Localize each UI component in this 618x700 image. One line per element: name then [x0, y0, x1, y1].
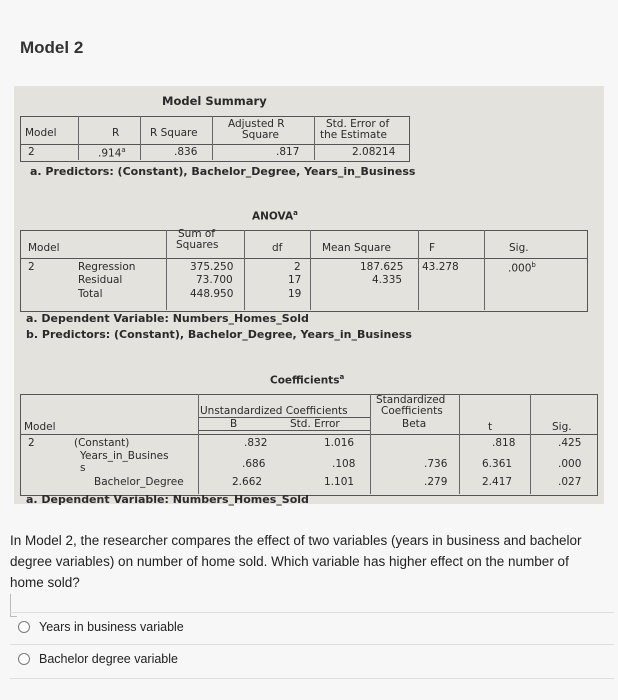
anova-header-squares: Squares: [176, 239, 219, 251]
ms-header-square: Square: [242, 129, 279, 141]
anova-f-value: 43.278: [422, 261, 459, 273]
ms-r-value: .914$^a$: [98, 146, 126, 160]
coefficients-title: Coefficients$^a$: [270, 373, 345, 387]
option-label: Bachelor degree variable: [39, 652, 178, 666]
anova-header-f: F: [429, 242, 436, 254]
coef-model-number: 2: [28, 437, 35, 449]
anova-model-number: 2: [28, 261, 35, 273]
ms-r-square-value: .836: [174, 146, 198, 158]
ms-header-r: R: [112, 127, 120, 139]
anova-ms-value: 187.625: [360, 261, 404, 273]
anova-note: a. Dependent Variable: Numbers_Homes_Sold: [26, 312, 309, 325]
coef-se-value: .108: [332, 458, 356, 470]
ms-header-r-square: R Square: [150, 127, 198, 139]
coef-sig-value: .425: [558, 437, 582, 449]
question-text: In Model 2, the researcher compares the effect of two variables (years in business and bachelor degree variables) on number of home sold. Which variable has higher effect on the number of home sold?: [10, 533, 582, 590]
anova-df-value: 19: [288, 288, 302, 300]
coef-t-value: 2.417: [482, 476, 513, 488]
anova-row-label: Total: [78, 288, 103, 300]
coef-header-b: B: [230, 418, 238, 430]
anova-header-df: df: [272, 242, 283, 254]
radio-button[interactable]: [18, 653, 30, 665]
coef-header-t: t: [488, 421, 493, 433]
coef-row-label: (Constant): [74, 437, 130, 449]
divider: [10, 644, 614, 645]
option-years-in-business[interactable]: [18, 616, 184, 638]
anova-header-sig: Sig.: [509, 242, 529, 254]
coef-sig-value: .027: [558, 476, 582, 488]
anova-ss-value: 448.950: [190, 288, 234, 300]
coef-header-standardized: Standardized: [376, 394, 446, 406]
coef-note: a. Dependent Variable: Numbers_Homes_Sold: [26, 493, 309, 506]
page-title: Model 2: [20, 38, 84, 57]
anova-ss-value: 73.700: [196, 274, 233, 286]
radio-button[interactable]: [18, 621, 30, 633]
anova-header-sum-of: Sum of: [178, 228, 216, 240]
anova-df-value: 2: [294, 261, 301, 273]
anova-df-value: 17: [288, 274, 302, 286]
coef-beta-value: .736: [424, 458, 448, 470]
ms-header-estimate: the Estimate: [320, 129, 387, 141]
ms-header-model: Model: [25, 127, 57, 139]
question-edge-mark: [10, 594, 17, 617]
coef-row-label: Years_in_Busines: [80, 450, 169, 462]
coef-beta-value: .279: [424, 476, 448, 488]
coef-sig-value: .000: [558, 458, 582, 470]
coef-b-value: 2.662: [232, 476, 263, 488]
ms-model-number: 2: [28, 146, 35, 158]
coef-row-label-wrap: s: [80, 462, 86, 474]
model-summary-title: Model Summary: [162, 94, 267, 108]
anova-note: b. Predictors: (Constant), Bachelor_Degree, Years_in_Business: [26, 328, 412, 341]
divider: [10, 678, 614, 679]
coef-b-value: .832: [244, 437, 268, 449]
coef-t-value: 6.361: [482, 458, 513, 470]
anova-header-mean-square: Mean Square: [322, 242, 391, 254]
coef-row-label: Bachelor_Degree: [94, 476, 184, 488]
anova-title: ANOVA$^a$: [252, 209, 298, 223]
anova-header-model: Model: [28, 242, 60, 254]
divider: [10, 612, 614, 613]
anova-ss-value: 375.250: [190, 261, 234, 273]
coef-header-sig: Sig.: [552, 421, 572, 433]
ms-note: a. Predictors: (Constant), Bachelor_Degree, Years_in_Business: [30, 165, 416, 178]
anova-ms-value: 4.335: [372, 274, 403, 286]
ms-adj-r-square-value: .817: [276, 146, 300, 158]
ms-header-std-error: Std. Error of: [326, 118, 390, 130]
coef-header-beta: Beta: [402, 418, 427, 430]
ms-header-adjusted: Adjusted R: [228, 118, 285, 130]
coef-t-value: .818: [492, 437, 516, 449]
option-label: Years in business variable: [39, 620, 184, 634]
coef-header-coefficients: Coefficients: [381, 405, 443, 417]
coef-header-std-error: Std. Error: [290, 418, 340, 430]
ms-std-error-value: 2.08214: [352, 146, 396, 158]
coef-header-unstandardized: Unstandardized Coefficients: [200, 405, 348, 417]
spss-output-photo: [14, 86, 604, 504]
coef-b-value: .686: [242, 458, 266, 470]
anova-row-label: Regression: [78, 261, 136, 273]
coef-se-value: 1.016: [324, 437, 355, 449]
option-bachelor-degree[interactable]: [18, 648, 178, 670]
anova-row-label: Residual: [78, 274, 123, 286]
anova-sig-value: .000$^b$: [508, 261, 536, 275]
coef-header-model: Model: [24, 421, 56, 433]
coef-se-value: 1.101: [324, 476, 355, 488]
